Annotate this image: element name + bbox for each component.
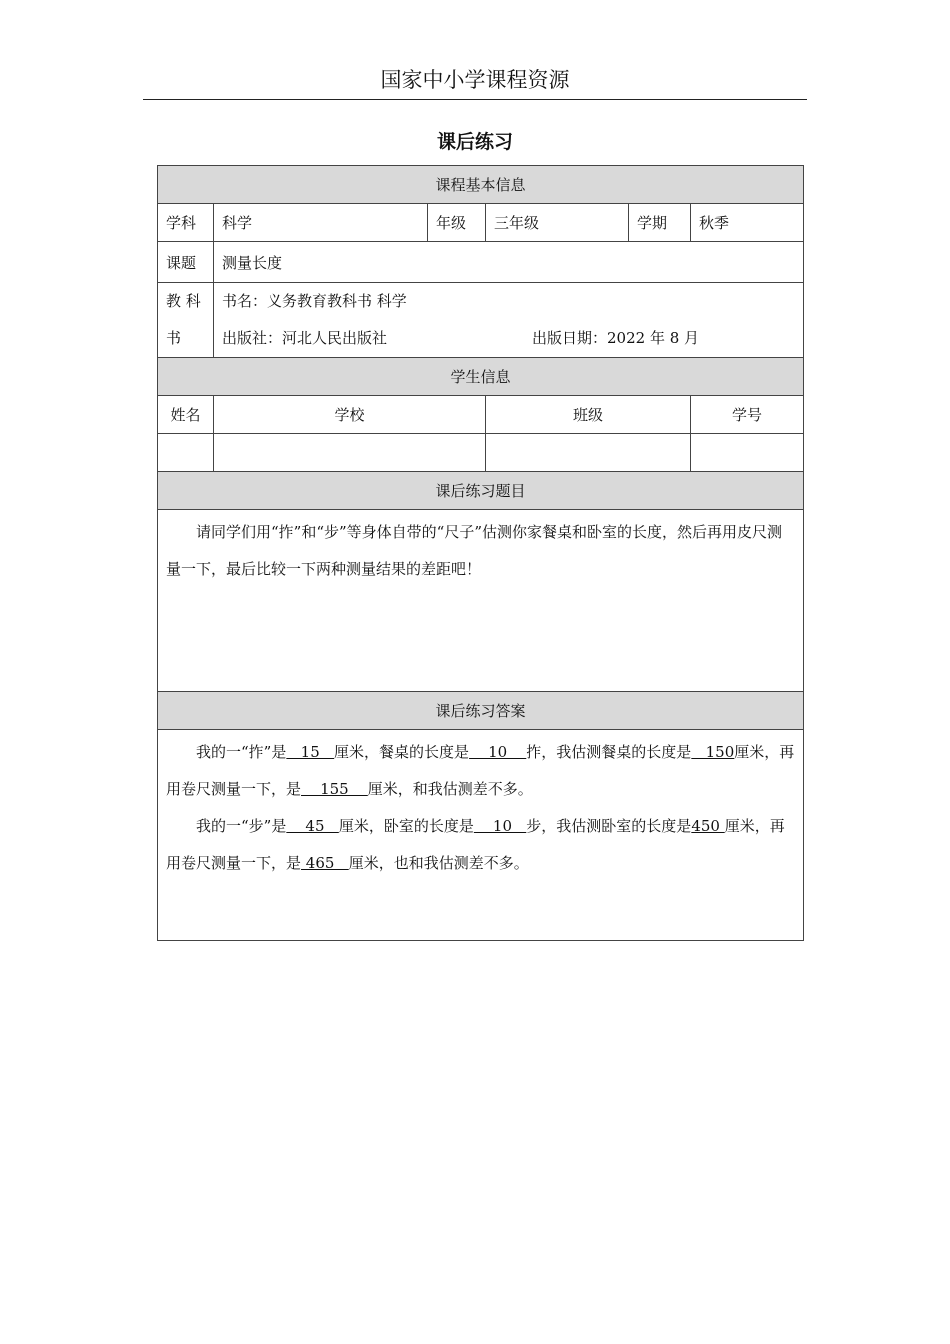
textbook-label — [158, 283, 214, 358]
textbook-label-line2: 书 — [166, 329, 182, 347]
publish-date: 出版日期：2022 年 8 月 — [532, 329, 700, 347]
publisher-row — [222, 320, 795, 357]
topic-label: 课题 — [158, 242, 214, 283]
answer-text: 厘米，餐桌的长度是 — [334, 743, 470, 761]
grade-value: 三年级 — [486, 204, 629, 242]
answer-paragraph-2 — [166, 808, 795, 882]
subject-value: 科学 — [214, 204, 428, 242]
answer-text: 厘米，卧室的长度是 — [338, 817, 474, 835]
answer-text: 我的一“步”是 — [196, 817, 287, 835]
name-label: 姓名 — [158, 396, 214, 434]
answer-body — [158, 730, 804, 941]
answer-blank: 150 — [691, 743, 735, 761]
school-field[interactable] — [214, 434, 486, 472]
section-basic-info: 课程基本信息 — [158, 166, 804, 204]
class-label: 班级 — [486, 396, 691, 434]
class-field[interactable] — [486, 434, 691, 472]
grade-label: 年级 — [428, 204, 486, 242]
page-header: 国家中小学课程资源 — [143, 62, 807, 100]
answer-text: 厘米，也和我估测差不多。 — [348, 854, 529, 872]
term-label: 学期 — [629, 204, 691, 242]
subject-label: 学科 — [158, 204, 214, 242]
answer-blank: 15 — [286, 743, 335, 761]
publisher: 出版社：河北人民出版社 — [222, 329, 388, 347]
answer-blank: 10 — [473, 817, 527, 835]
name-field[interactable] — [158, 434, 214, 472]
id-field[interactable] — [691, 434, 804, 472]
worksheet-table — [157, 165, 804, 941]
answer-paragraph-1 — [166, 734, 795, 808]
answer-text: 厘米，和我估测差不多。 — [367, 780, 533, 798]
answer-text: 拃，我估测餐桌的长度是 — [526, 743, 692, 761]
page-title: 课后练习 — [436, 131, 513, 153]
question-body — [158, 510, 804, 692]
section-question: 课后练习题目 — [158, 472, 804, 510]
term-value: 秋季 — [691, 204, 804, 242]
textbook-label-line1: 教 科 — [166, 292, 201, 310]
topic-value: 测量长度 — [214, 242, 804, 283]
answer-blank: 450 — [691, 817, 725, 835]
section-answer: 课后练习答案 — [158, 692, 804, 730]
book-name: 书名：义务教育教科书 科学 — [222, 292, 407, 310]
answer-text: 我的一“拃”是 — [196, 743, 287, 761]
answer-blank: 10 — [469, 743, 527, 761]
answer-blank: 465 — [301, 854, 349, 872]
answer-text: 厘米，再用卷尺测量一下，是 — [166, 743, 795, 798]
answer-blank: 155 — [301, 780, 368, 798]
id-label: 学号 — [691, 396, 804, 434]
answer-blank: 45 — [286, 817, 339, 835]
question-text: 请同学们用“拃”和“步”等身体自带的“尺子”估测你家餐桌和卧室的长度，然后再用皮尺测量一下，最后比较一下两种测量结果的差距吧！ — [166, 523, 783, 578]
section-student-info: 学生信息 — [158, 358, 804, 396]
school-label: 学校 — [214, 396, 486, 434]
textbook-info — [214, 283, 804, 358]
answer-text: 厘米，再用卷尺测量一下，是 — [166, 817, 785, 872]
answer-text: 步，我估测卧室的长度是 — [526, 817, 692, 835]
